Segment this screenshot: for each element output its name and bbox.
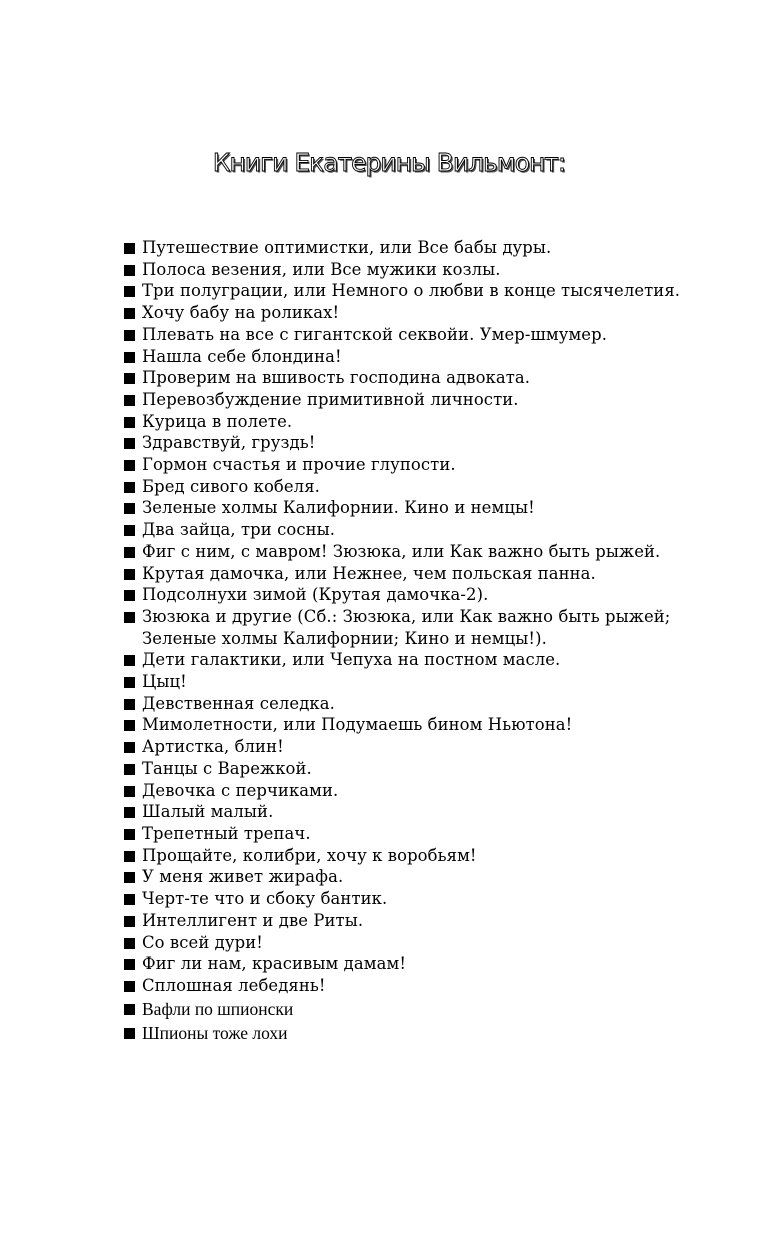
square-bullet-icon — [124, 547, 135, 558]
square-bullet-icon — [124, 330, 135, 341]
book-title: Шпионы тоже лохи — [142, 1022, 288, 1043]
list-item — [124, 714, 724, 736]
book-title: Полоса везения, или Все мужики козлы. — [142, 259, 501, 279]
list-item — [124, 693, 724, 715]
list-item — [124, 367, 724, 389]
square-bullet-icon — [124, 959, 135, 970]
square-bullet-icon — [124, 352, 135, 363]
book-title: Здравствуй, груздь! — [142, 433, 316, 453]
list-item — [124, 823, 724, 845]
square-bullet-icon — [124, 720, 135, 731]
book-title: У меня живет жирафа. — [142, 867, 344, 887]
book-title: Цыц! — [142, 672, 187, 692]
book-title: Хочу бабу на роликах! — [142, 303, 340, 323]
square-bullet-icon — [124, 1028, 135, 1039]
book-title: Сплошная лебедянь! — [142, 975, 326, 995]
list-item — [124, 411, 724, 433]
list-item — [124, 758, 724, 780]
book-title: Прощайте, колибри, хочу к воробьям! — [142, 845, 477, 865]
list-item — [124, 801, 724, 823]
square-bullet-icon — [124, 503, 135, 514]
list-item — [124, 563, 724, 585]
square-bullet-icon — [124, 417, 135, 428]
list-item — [124, 519, 724, 541]
book-title: Девочка с перчиками. — [142, 780, 339, 800]
list-item — [124, 606, 724, 649]
square-bullet-icon — [124, 395, 135, 406]
book-title: Фиг ли нам, красивым дамам! — [142, 954, 407, 974]
book-title: Дети галактики, или Чепуха на постном масле. — [142, 650, 561, 670]
book-title: Бред сивого кобеля. — [142, 476, 320, 496]
square-bullet-icon — [124, 916, 135, 927]
book-title: Зеленые холмы Калифорнии. Кино и немцы! — [142, 498, 535, 518]
square-bullet-icon — [124, 981, 135, 992]
book-title: Плевать на все с гигантской секвойи. Умер-шмумер. — [142, 324, 608, 344]
book-title: Подсолнухи зимой (Крутая дамочка-2). — [142, 585, 489, 605]
square-bullet-icon — [124, 764, 135, 775]
book-title: Мимолетности, или Подумаешь бином Ньютона! — [142, 715, 573, 735]
book-title: Проверим на вшивость господина адвоката. — [142, 368, 531, 388]
list-item — [124, 497, 724, 519]
list-item — [124, 649, 724, 671]
list-item — [124, 888, 724, 910]
list-item — [124, 736, 724, 758]
list-item — [124, 780, 724, 802]
book-title: Девственная селедка. — [142, 693, 335, 713]
list-item — [124, 866, 724, 888]
book-title: Зюзюка и другие (Сб.: Зюзюка, или Как важно быть рыжей; Зеленые холмы Калифорнии; Кино и немцы!). — [142, 606, 671, 648]
book-title: Три полуграции, или Немного о любви в конце тысячелетия. — [142, 281, 681, 301]
square-bullet-icon — [124, 894, 135, 905]
book-title: Танцы с Варежкой. — [142, 758, 312, 778]
list-item — [124, 259, 724, 281]
square-bullet-icon — [124, 569, 135, 580]
list-item — [124, 845, 724, 867]
square-bullet-icon — [124, 786, 135, 797]
square-bullet-icon — [124, 373, 135, 384]
square-bullet-icon — [124, 938, 135, 949]
book-title: Гормон счастья и прочие глупости. — [142, 455, 456, 475]
square-bullet-icon — [124, 612, 135, 623]
list-item — [124, 671, 724, 693]
square-bullet-icon — [124, 525, 135, 536]
list-item — [124, 910, 724, 932]
square-bullet-icon — [124, 872, 135, 883]
square-bullet-icon — [124, 851, 135, 862]
list-item — [124, 1021, 724, 1045]
book-list — [124, 237, 724, 1045]
list-item — [124, 432, 724, 454]
square-bullet-icon — [124, 286, 135, 297]
list-item — [124, 324, 724, 346]
list-item — [124, 584, 724, 606]
square-bullet-icon — [124, 742, 135, 753]
book-title: Артистка, блин! — [142, 737, 284, 757]
list-item — [124, 389, 724, 411]
book-title: Два зайца, три сосны. — [142, 520, 336, 540]
square-bullet-icon — [124, 829, 135, 840]
square-bullet-icon — [124, 1004, 135, 1015]
list-item — [124, 975, 724, 997]
book-title: Трепетный трепач. — [142, 823, 311, 843]
list-item — [124, 541, 724, 563]
book-title: Шалый малый. — [142, 802, 274, 822]
book-title: Перевозбуждение примитивной личности. — [142, 389, 519, 409]
list-item — [124, 932, 724, 954]
book-title: Интеллигент и две Риты. — [142, 910, 364, 930]
list-item — [124, 280, 724, 302]
list-item — [124, 997, 724, 1021]
list-item — [124, 953, 724, 975]
book-title: Крутая дамочка, или Нежнее, чем польская панна. — [142, 563, 596, 583]
book-title: Со всей дури! — [142, 932, 263, 952]
square-bullet-icon — [124, 807, 135, 818]
book-title: Вафли по шпионски — [142, 998, 294, 1019]
book-title: Черт-те что и сбоку бантик. — [142, 889, 388, 909]
book-title: Путешествие оптимистки, или Все бабы дуры. — [142, 238, 552, 257]
square-bullet-icon — [124, 677, 135, 688]
square-bullet-icon — [124, 438, 135, 449]
square-bullet-icon — [124, 590, 135, 601]
list-item — [124, 476, 724, 498]
square-bullet-icon — [124, 655, 135, 666]
book-title: Курица в полете. — [142, 411, 293, 431]
book-title: Нашла себе блондина! — [142, 346, 342, 366]
list-item — [124, 237, 724, 259]
list-item — [124, 302, 724, 324]
list-item — [124, 346, 724, 368]
square-bullet-icon — [124, 308, 135, 319]
square-bullet-icon — [124, 699, 135, 710]
page-title: Книги Екатерины Вильмонт: — [212, 148, 566, 177]
book-title: Фиг с ним, с мавром! Зюзюка, или Как важно быть рыжей. — [142, 541, 661, 561]
square-bullet-icon — [124, 460, 135, 471]
list-item — [124, 454, 724, 476]
square-bullet-icon — [124, 265, 135, 276]
square-bullet-icon — [124, 482, 135, 493]
square-bullet-icon — [124, 243, 135, 254]
